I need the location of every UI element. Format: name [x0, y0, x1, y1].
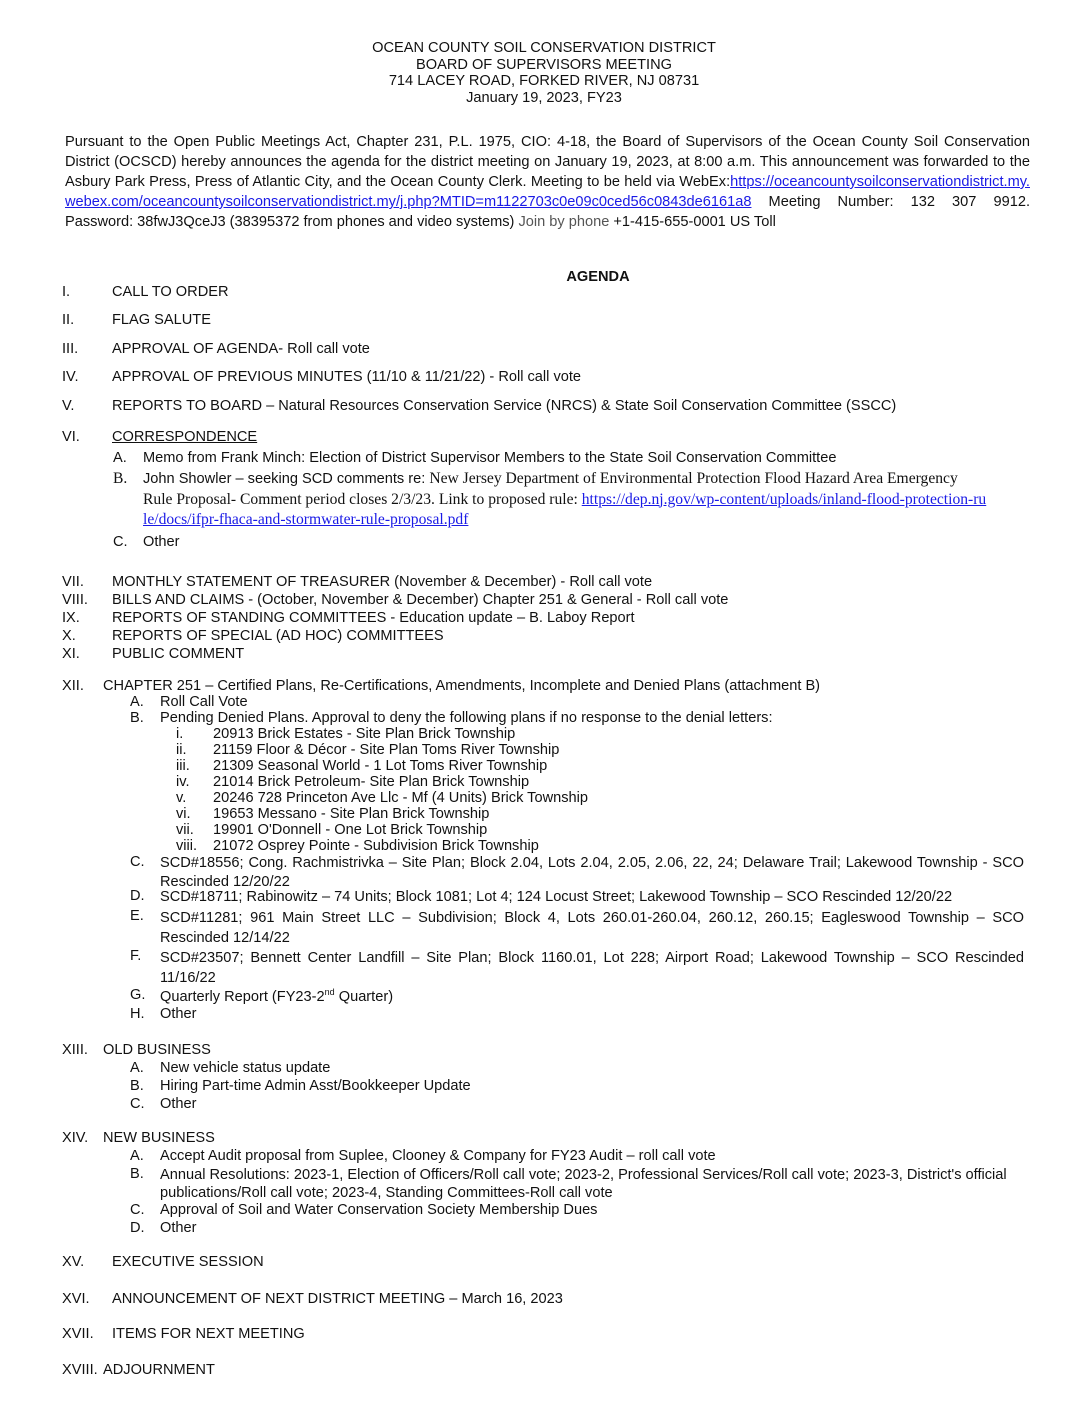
ch251-item-e: SCD#11281; 961 Main Street LLC – Subdivision; Block 4, Lots 260.01-260.04, 260.12, 260.15; Eagleswood Township – SCO Rescinded 12/14/22: [160, 910, 1024, 946]
header-address: 714 LACEY ROAD, FORKED RIVER, NJ 08731: [388, 73, 700, 89]
phone-number: +1-415-655-0001 US Toll: [609, 214, 776, 230]
document-header: [0, 40, 1088, 106]
agenda-title: AGENDA: [566, 269, 630, 285]
header-district-name: OCEAN COUNTY SOIL CONSERVATION DISTRICT: [372, 40, 716, 56]
header-date: January 19, 2023, FY23: [466, 89, 622, 106]
intro-paragraph: [65, 132, 1030, 232]
new-business-item-b: Annual Resolutions: 2023-1, Election of Officers/Roll call vote; 2023-2, Professional Services/Roll call vote; 2023-3, District's official publications/Roll call vote; 2023-4, Standing Committees-Roll call vote: [160, 1167, 1007, 1201]
webex-link[interactable]: https://oceancountysoilconservationdistrict.my.webex.com/oceancountysoilconservationdistrict.my/j.php?MTID=m1122703c0e09c0ced56c0843de6161a8: [65, 174, 1030, 210]
ch251-item-f: SCD#23507; Bennett Center Landfill – Site Plan; Block 1160.01, Lot 228; Airport Road; Lakewood Township – SCO Rescinded 11/16/22: [160, 950, 1024, 986]
header-meeting-name: BOARD OF SUPERVISORS MEETING: [416, 56, 672, 73]
ch251-item-d: SCD#18711; Rabinowitz – 74 Units; Block 1081; Lot 4; 124 Locust Street; Lakewood Township – SCO Rescinded 12/20/22: [160, 889, 953, 905]
correspondence-item-b: John Showler – seeking SCD comments re: New Jersey Department of Environmental Protection Flood Hazard Area Emergency Rule Proposal- Comment period closes 2/3/23. Link to proposed rule: https://dep.nj.gov/wp-content/uploads/inland-flood-protection-rule/docs/ifpr-fhaca-and-stormwater-rule-proposal.pdf: [143, 470, 987, 528]
join-by-phone-label: Join by phone: [518, 214, 610, 230]
ch251-item-c: SCD#18556; Cong. Rachmistrivka – Site Plan; Block 2.04, Lots 2.04, 2.05, 2.06, 22, 24; Delaware Trail; Lakewood Township - SCO Rescinded 12/20/22: [160, 855, 1024, 890]
meeting-info: Meeting Number: 132 307 9912. Password: 38fwJ3QceJ3 (38395372 from phones and video systems): [65, 194, 1030, 230]
intro-text: Pursuant to the Open Public Meetings Act, Chapter 231, P.L. 1975, CIO: 4-18, the Board of Supervisors of the Ocean County Soil Conservation District (OCSCD) hereby announces the agenda for the district meeting on January 19, 2023, at 8:00 a.m. This announcement was forwarded to the Asbury Park Press, Press of Atlantic City, and the Ocean County Clerk. Meeting to be held via WebEx:: [65, 134, 1030, 190]
document-page: OCEAN COUNTY SOIL CONSERVATION DISTRICT BOARD OF SUPERVISORS MEETING 714 LACEY ROAD, FORKED RIVER, NJ 08731 January 19, 2023, FY23 Pursuant to the Open Public Meetings Act, Chapter 231, P.L. 1975, CIO: 4-18, the Board of Supervisors of the Ocean County Soil Conservation District (OCSCD) hereby announces the agenda for the district meeting on January 19, 2023, at 8:00 a.m. This announcement was forwarded to the Asbury Park Press, Press of Atlantic City, and the Ocean County Clerk. Meeting to be held via WebEx:https://oceancountysoilconservationdistrict.my.webex.com/oceancountysoilconservationdistrict.my/j.php?MTID=m1122703c0e09c0ced56c0843de6161a8 Meeting Number: 132 307 9912. Password: 38fwJ3QceJ3 (38395372 from phones and video systems) Join by phone +1-415-655-0001 US Toll AGENDA I. CALL TO ORDER II. FLAG SALUTE III. APPROVAL OF AGENDA- Roll call vote IV. APPROVAL OF PREVIOUS MINUTES (11/10 & 11/21/22) - Roll call vote V. REPORTS TO BOARD – Natural Resources Conservation Service (NRCS) & State Soil Conservation Committee (SSCC) VI. CORRESPONDENCE A. Memo from Frank Minch: Election of District Supervisor Members to the State Soil Conservation Committee B. John Showler – seeking SCD comments re: New Jersey Department of Environmental Protection Flood Hazard Area Emergency Rule Proposal- Comment period closes 2/3/23. Link to proposed rule: https://dep.nj.gov/wp-content/uploads/inland-flood-protection-rule/docs/ifpr-fhaca-and-stormwater-rule-proposal.pdf C. Other VII. MONTHLY STATEMENT OF TREASURER (November & December) - Roll call vote VIII. BILLS AND CLAIMS - (October, November & December) Chapter 251 & General - Roll call vote IX. REPORTS OF STANDING COMMITTEES - Education update – B. Laboy Report X. REPORTS OF SPECIAL (AD HOC) COMMITTEES XI. PUBLIC COMMENT XII. CHAPTER 251 – Certified Plans, Re-Certifications, Amendments, Incomplete and Denied Plans (attachment B) A. Roll Call Vote B. Pending Denied Plans. Approval to deny the following plans if no response to the denial letters: i. 20913 Brick Estates - Site Plan Brick Township ii. 21159 Floor & Décor - Site Plan Toms River Township iii. 21309 Seasonal World - 1 Lot Toms River Township iv. 21014 Brick Petroleum- Site Plan Brick Township v. 20246 728 Princeton Ave Llc - Mf (4 Units) Brick Township vi. 19653 Messano - Site Plan Brick Township vii. 19901 O'Donnell - One Lot Brick Township viii. 21072 Osprey Pointe - Subdivision Brick Township C. SCD#18556; Cong. Rachmistrivka – Site Plan; Block 2.04, Lots 2.04, 2.05, 2.06, 22, 24; Delaware Trail; Lakewood Township - SCO Rescinded 12/20/22 D. SCD#18711; Rabinowitz – 74 Units; Block 1081; Lot 4; 124 Locust Street; Lakewood Township – SCO Rescinded 12/20/22 E. SCD#11281; 961 Main Street LLC – Subdivision; Block 4, Lots 260.01-260.04, 260.12, 260.15; Eagleswood Township – SCO Rescinded 12/14/22 F. SCD#23507; Bennett Center Landfill – Site Plan; Block 1160.01, Lot 228; Airport Road; Lakewood Township – SCO Rescinded 11/16/22 G. Quarterly Report (FY23-2nd Quarter) H. Other XIII. OLD BUSINESS A. New vehicle status update B. Hiring Part-time Admin Asst/Bookkeeper Update C. Other XIV. NEW BUSINESS A. Accept Audit proposal from Suplee, Clooney & Company for FY23 Audit – roll call vote B. Annual Resolutions: 2023-1, Election of Officers/Roll call vote; 2023-2, Professional Services/Roll call vote; 2023-3, District's official publications/Roll call vote; 2023-4, Standing Committees-Roll call vote C. Approval of Soil and Water Conservation Society Membership Dues D. Other XV. EXECUTIVE SESSION XVI. ANNOUNCEMENT OF NEXT DISTRICT MEETING – March 16, 2023 XVII. ITEMS FOR NEXT MEETING XVIII. ADJOURNMENT: [0, 0, 1088, 1408]
proposed-rule-link[interactable]: https://dep.nj.gov/wp-content/uploads/inland-flood-protection-rule/docs/ifpr-fhaca-and-stormwater-rule-proposal.pdf: [143, 490, 987, 528]
